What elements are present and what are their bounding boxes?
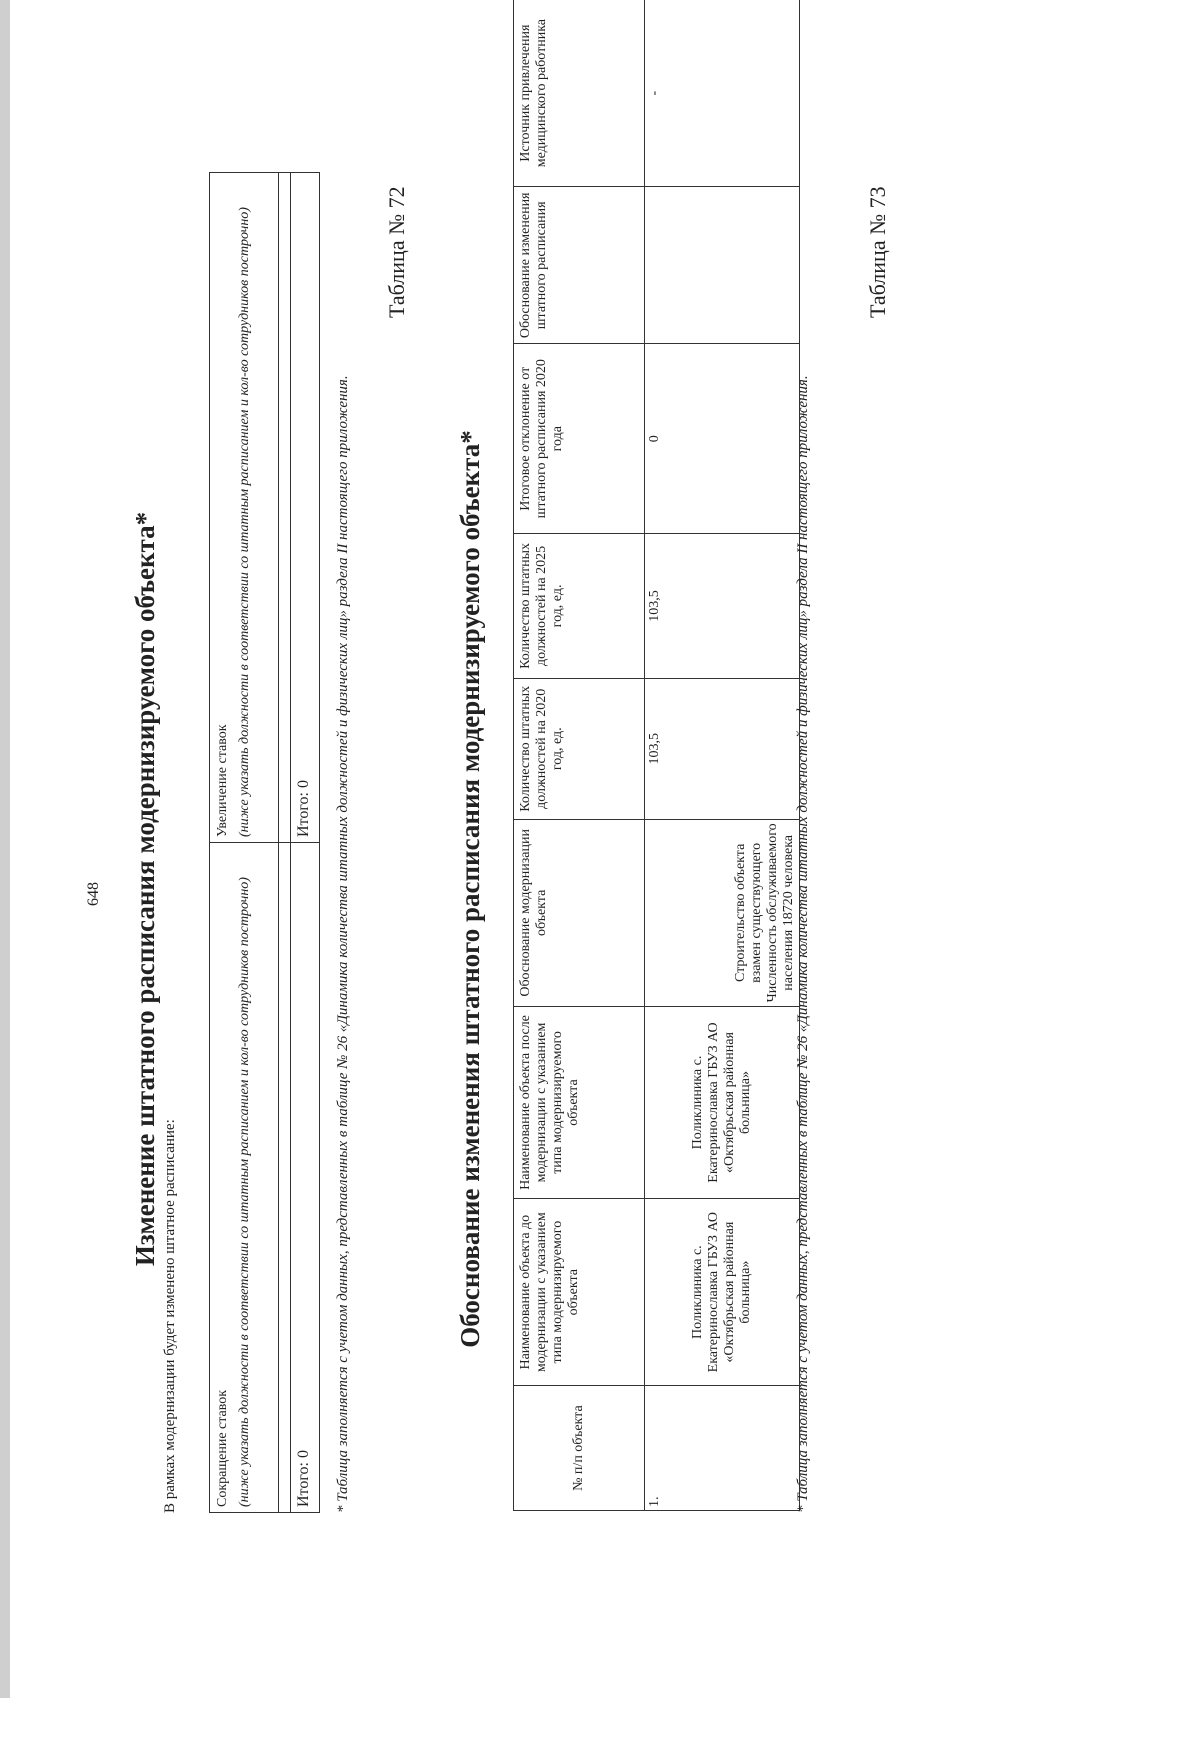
col-header-deviation: Итоговое отклонение от штатного расписания 2020 года — [514, 344, 645, 534]
table73-number: Таблица № 73 — [865, 186, 890, 318]
page-number: 648 — [85, 882, 102, 906]
col-header-num: № п/п объекта — [514, 1386, 645, 1511]
cell-change-reason — [645, 187, 800, 344]
section1-intro: В рамках модернизации будет изменено штатное расписание: — [162, 1119, 178, 1513]
increase-total: Итого: 0 — [291, 173, 320, 843]
table73-header-row — [514, 0, 645, 1511]
empty-row — [279, 173, 291, 1513]
reduce-heading: Сокращение ставок — [215, 1389, 230, 1507]
col-header-count-2020: Количество штатных должностей на 2020 год, ед. — [514, 678, 645, 819]
reduce-empty-cell — [279, 843, 291, 1513]
increase-header-cell — [210, 173, 279, 843]
section1-title: Изменение штатного расписания модернизируемого объекта* — [130, 511, 160, 1267]
section1-footnote: * Таблица заполняется с учетом данных, представленных в таблице № 26 «Динамика количества штатных должностей и физических лиц» раздела II настоящего приложения. — [335, 375, 351, 1513]
cell-source: - — [645, 0, 800, 187]
col-header-count-2025: Количество штатных должностей на 2025 год, ед. — [514, 534, 645, 679]
table-73 — [513, 0, 800, 1511]
cell-count-2025: 103,5 — [645, 534, 800, 679]
reduce-note: (ниже указать должности в соответствии со штатным расписанием и кол-во сотрудников построчно) — [237, 877, 252, 1507]
section2-footnote: * Таблица заполняется с учетом данных, представленных в таблице № 26 «Динамика количества штатных должностей и физических лиц» раздела II настоящего приложения. — [795, 375, 811, 1513]
cell-justification: Строительство объекта взамен существующего Численность обслуживаемого населения 18720 человека — [645, 819, 800, 1006]
reduce-header-cell — [210, 843, 279, 1513]
table72-number: Таблица № 72 — [384, 186, 409, 318]
section2-title: Обоснование изменения штатного расписания модернизируемого объекта* — [455, 430, 485, 1348]
col-header-before: Наименование объекта до модернизации с указанием типа модернизируемого объекта — [514, 1199, 645, 1386]
total-row — [291, 173, 320, 1513]
col-header-change-reason: Обоснование изменения штатного расписания — [514, 187, 645, 344]
cell-deviation: 0 — [645, 344, 800, 534]
table-row — [645, 0, 800, 1511]
reduce-total: Итого: 0 — [291, 843, 320, 1513]
increase-note: (ниже указать должности в соответствии со штатным расписанием и кол-во сотрудников построчно) — [237, 207, 252, 837]
col-header-after: Наименование объекта после модернизации с указанием типа модернизируемого объекта — [514, 1006, 645, 1198]
cell-after: Поликлиника с. Екатеринославка ГБУЗ АО «Октябрьская районная больница» — [645, 1006, 800, 1198]
col-header-justification: Обоснование модернизации объекта — [514, 819, 645, 1006]
cell-count-2020: 103,5 — [645, 678, 800, 819]
cell-before: Поликлиника с. Екатеринославка ГБУЗ АО «Октябрьская районная больница» — [645, 1199, 800, 1386]
col-header-source: Источник привлечения медицинского работника — [514, 0, 645, 187]
table-72 — [209, 172, 320, 1513]
increase-heading: Увеличение ставок — [215, 724, 230, 837]
increase-empty-cell — [279, 173, 291, 843]
cell-num: 1. — [645, 1386, 800, 1511]
